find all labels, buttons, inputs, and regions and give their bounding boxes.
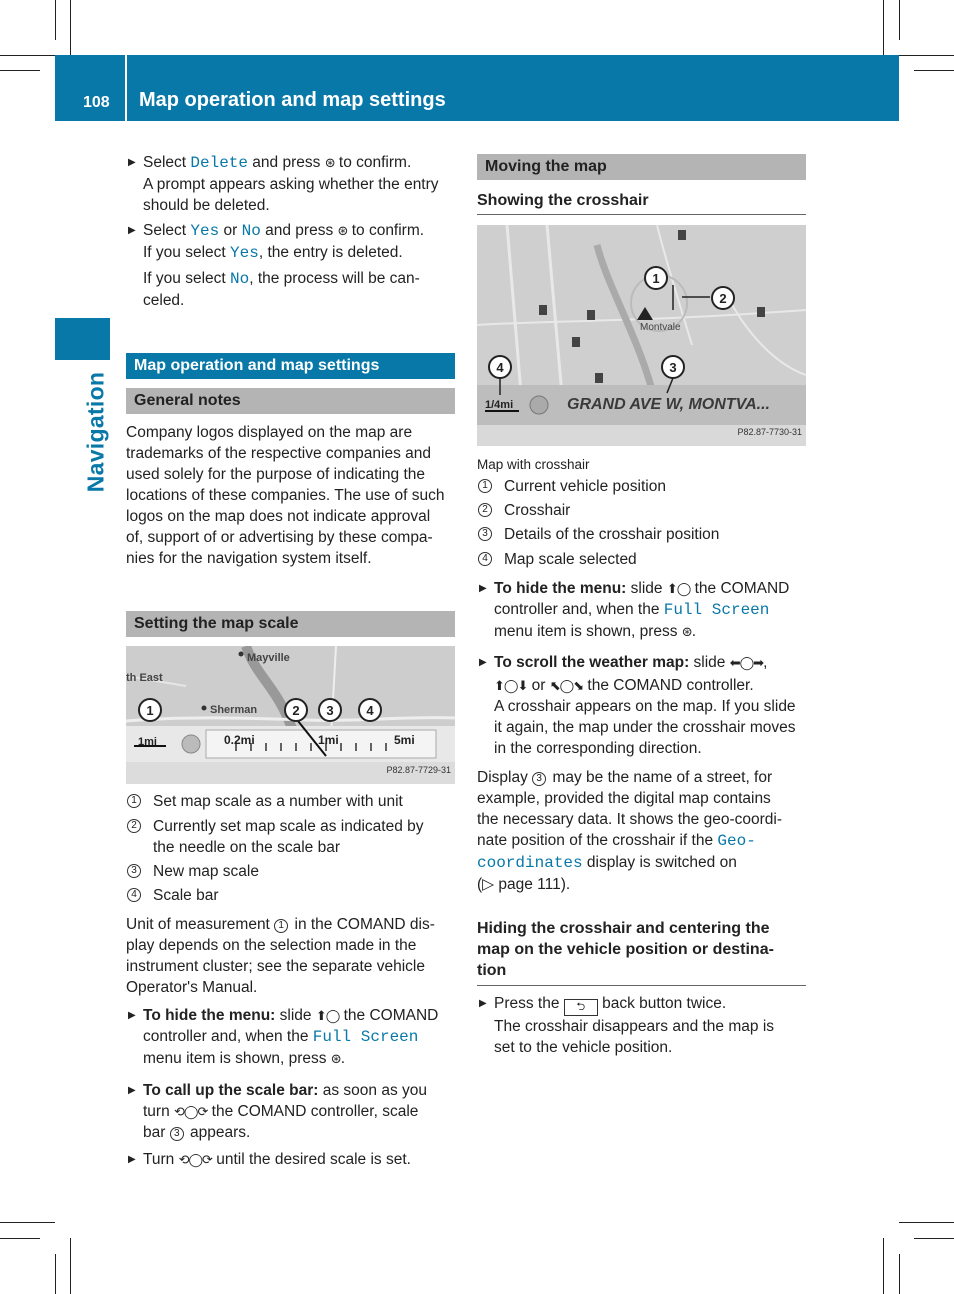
step-call-scale-bar: ▶ To call up the scale bar: as soon as you turn ⟲◯⟳ the COMAND controller, scale bar 3 appears. [128,1082,428,1141]
list-item: 4 Scale bar [127,885,457,906]
subsection-general-notes: General notes [126,388,455,414]
step-select-delete: ▶ Select Delete and press ⊛ to confirm. A prompt appears asking whether the entry should be deleted. [128,154,439,214]
crop-mark [55,0,56,40]
turn-controller-icon: ⟲◯⟳ [178,1152,212,1167]
step-arrow-icon: ▶ [128,157,136,168]
page-number: 108 [83,94,110,111]
crosshair-map-illustration [477,225,806,446]
place-label: Mayville [247,652,290,664]
heading-hiding-crosshair: Hiding the crosshair and centering the map on the vehicle position or destina- tion [477,920,774,979]
slide-up-down-controller-icon: ⬆◯⬇ [494,678,528,693]
step-arrow-icon: ▶ [479,657,487,668]
list-item: 2 Currently set map scale as indicated by the needle on the scale bar [127,816,457,858]
press-controller-icon: ⊛ [681,624,692,639]
display-text: Display 3 may be the name of a street, for example, provided the digital map contains the necessary data. It shows the geo-coordi- nate position of the crosshair if the Geo- coordinates display is switched on (▷ page 111). [477,769,782,893]
menu-item-full-screen: Full Screen [663,601,770,619]
scale-label: 1mi [318,733,339,747]
crop-mark [899,55,954,56]
menu-item-no: No [230,270,250,288]
image-caption: Map with crosshair [477,457,590,472]
step-select-yes-no: ▶ Select Yes or No and press ⊛ to confirm. If you select Yes, the entry is deleted. If you select No, the process will be can- celed. [128,222,425,309]
crop-mark [899,0,900,40]
step-hide-menu: ▶ To hide the menu: slide ⬆◯ the COMAND controller and, when the Full Screen menu item is shown, press ⊛. [479,580,790,640]
marker-1: 1 [652,271,660,286]
street-name-display: GRAND AVE W, MONTVA... [567,396,770,413]
press-controller-icon: ⊛ [337,223,348,238]
menu-item-geo-coordinates: Geo- [717,832,756,850]
crop-mark [914,1238,954,1239]
step-turn: ▶ Turn ⟲◯⟳ until the desired scale is set. [128,1151,411,1168]
page-header [55,55,899,121]
list-item: 4 Map scale selected [478,549,808,570]
subsection-map-scale: Setting the map scale [126,611,455,637]
side-tab-marker [55,318,110,360]
crop-mark [0,1222,55,1223]
list-item: 3 New map scale [127,861,457,882]
step-arrow-icon: ▶ [128,1154,136,1165]
step-arrow-icon: ▶ [128,1085,136,1096]
section-heading: Map operation and map settings [126,353,455,379]
marker-2: 2 [719,291,727,306]
marker-4: 4 [366,703,374,718]
list-item: 1 Set map scale as a number with unit [127,791,457,812]
menu-item-yes: Yes [190,222,220,240]
marker-2: 2 [292,703,300,718]
step-arrow-icon: ▶ [128,1010,136,1021]
marker-3: 3 [669,360,677,375]
list-item: 1 Current vehicle position [478,476,808,497]
header-divider [125,55,127,121]
crop-mark [55,1254,56,1294]
crop-mark [883,1238,884,1294]
crop-mark [899,1254,900,1294]
crop-mark [899,1222,954,1223]
step-arrow-icon: ▶ [128,225,136,236]
heading-rule [477,985,806,986]
page-reference-link[interactable]: (▷ page 111). [477,876,571,893]
list-item: 3 Details of the crosshair position [478,524,808,545]
marker-3: 3 [326,703,334,718]
scale-label: 5mi [394,733,415,747]
heading-showing-crosshair: Showing the crosshair [477,192,649,209]
place-label: th East [126,672,163,684]
slide-up-controller-icon: ⬆◯ [666,581,691,596]
turn-controller-icon: ⟲◯⟳ [174,1104,208,1119]
menu-item-geo-coordinates: coordinates [477,854,583,872]
step-scroll-map: ▶ To scroll the weather map: slide ⬅◯➡, ⬆◯⬇ or ⬉◯⬊ the COMAND controller. A crosshair appears on the map. If you slide it again, the map under the crosshair moves in the corresponding direction. [479,654,796,757]
slide-diagonal-controller-icon: ⬉◯⬊ [549,678,584,693]
menu-item-full-screen: Full Screen [312,1028,419,1046]
press-controller-icon: ⊛ [324,155,335,170]
step-hide-menu: ▶ To hide the menu: slide ⬆◯ the COMAND controller and, when the Full Screen menu item is shown, press ⊛. [128,1007,439,1067]
heading-rule [477,214,806,215]
back-button-icon: ⮌ [564,999,598,1016]
image-reference: P82.87-7729-31 [386,765,451,775]
map-scale-illustration [126,646,455,784]
place-label: Sherman [210,704,258,716]
crop-mark [0,55,55,56]
crop-mark [70,0,71,55]
general-notes-text: Company logos displayed on the map are trademarks of the respective companies and used solely for the purpose of indicating the locations of these companies. The use of such logos on the map does not indicate approval of, support of or advertising by these compa- nies for the navigation system itself. [126,424,445,567]
scale-label: 1mi [138,736,157,748]
page-title: Map operation and map settings [139,89,446,111]
crop-mark [0,70,40,71]
place-label: Montvale [640,322,681,333]
crop-mark [0,1238,40,1239]
menu-item-yes: Yes [230,244,259,262]
crop-mark [914,70,954,71]
subsection-moving-map: Moving the map [477,154,806,180]
step-arrow-icon: ▶ [479,998,487,1009]
slide-up-controller-icon: ⬆◯ [315,1008,340,1023]
slide-left-right-controller-icon: ⬅◯➡ [729,655,764,670]
marker-1: 1 [146,703,154,718]
step-press-back: ▶ Press the ⮌ back button twice. The crosshair disappears and the map is set to the vehicle position. [479,995,775,1056]
side-tab-label: Navigation [82,371,109,493]
crop-mark [70,1238,71,1294]
marker-4: 4 [496,360,504,375]
menu-item-no: No [241,222,261,240]
list-item: 2 Crosshair [478,500,808,521]
press-controller-icon: ⊛ [330,1051,341,1066]
scale-label: 0.2mi [224,733,255,747]
map-scale-label: 1/4mi [485,399,514,411]
unit-text: Unit of measurement 1 in the COMAND dis- play depends on the selection made in the instrument cluster; see the separate vehicle Operator's Manual. [126,916,435,996]
crop-mark [883,0,884,55]
menu-item-delete: Delete [190,154,248,172]
step-arrow-icon: ▶ [479,583,487,594]
image-reference: P82.87-7730-31 [737,427,802,437]
